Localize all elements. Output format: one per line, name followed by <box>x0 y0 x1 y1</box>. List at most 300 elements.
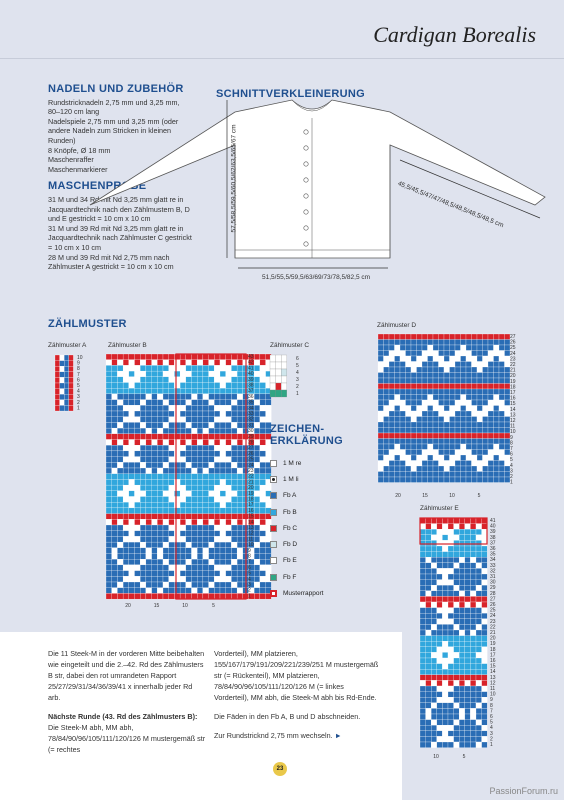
chart-b-cell <box>146 514 152 520</box>
chart-a-row-label: 5 <box>77 383 80 389</box>
chart-d-cell <box>483 466 489 472</box>
chart-b-cell <box>214 531 220 537</box>
chart-b-cell <box>152 411 158 417</box>
page-number: 23 <box>273 762 287 776</box>
chart-b-cell <box>260 422 266 428</box>
legend-heading-line2: ERKLÄRUNG <box>270 435 343 447</box>
chart-e-row-label: 29 <box>490 585 496 592</box>
chart-d-cell <box>417 389 423 395</box>
chart-d-cell <box>395 395 401 401</box>
chart-d-cell <box>461 406 467 412</box>
chart-b-cell <box>135 565 141 571</box>
chart-d-cell <box>488 389 494 395</box>
chart-d-cell <box>499 367 505 373</box>
chart-b-cell <box>214 485 220 491</box>
chart-b-cell <box>231 422 237 428</box>
chart-e-cell <box>482 563 488 569</box>
chart-b-cell <box>106 542 112 548</box>
chart-b-cell <box>174 479 180 485</box>
chart-b-cell <box>117 428 123 434</box>
chart-b-cell <box>135 354 141 360</box>
chart-b-cell <box>192 536 198 542</box>
chart-d-cell <box>395 356 401 362</box>
chart-b-cell <box>106 588 112 594</box>
chart-b-cell <box>254 445 260 451</box>
chart-b-cell <box>157 497 163 503</box>
chart-e-row-label: 24 <box>490 613 496 620</box>
chart-b-cell <box>140 383 146 389</box>
chart-b-cell <box>135 559 141 565</box>
chart-e-cell <box>448 552 454 558</box>
chart-d-cell <box>384 334 390 340</box>
chart-d-cell <box>477 433 483 439</box>
chart-e-cell <box>448 731 454 737</box>
chart-b-cell <box>117 508 123 514</box>
chart-d-cell <box>499 422 505 428</box>
chart-b-cell <box>231 588 237 594</box>
chart-b-cell <box>237 576 243 582</box>
chart-d-cell <box>428 406 434 412</box>
legend-label: Musterrapport <box>283 590 324 598</box>
chart-e-cell <box>426 720 432 726</box>
chart-b-cell <box>203 565 209 571</box>
chart-d-cell <box>389 411 395 417</box>
chart-b-cell <box>209 468 215 474</box>
chart-d-cell <box>417 378 423 384</box>
chart-d-cell <box>417 334 423 340</box>
chart-b-cell <box>231 388 237 394</box>
chart-d-cell <box>417 395 423 401</box>
chart-b-cell <box>237 445 243 451</box>
chart-b-cell <box>174 434 180 440</box>
chart-b-cell <box>254 457 260 463</box>
chart-b-cell <box>237 536 243 542</box>
chart-b-cell <box>260 531 266 537</box>
chart-b-cell <box>140 371 146 377</box>
chart-d-cell <box>406 406 412 412</box>
chart-d-cell <box>389 345 395 351</box>
chart-d-cell <box>494 367 500 373</box>
chart-b-cell <box>203 400 209 406</box>
chart-d-cell <box>450 406 456 412</box>
chart-d-cell <box>444 450 450 456</box>
chart-b-cell <box>163 405 169 411</box>
materials-line: Runden) <box>48 135 76 145</box>
chart-b-row-label: 23 <box>248 468 254 474</box>
chart-d-cell <box>400 400 406 406</box>
chart-d-row-label: 4 <box>510 462 513 469</box>
chart-d-cell <box>433 378 439 384</box>
chart-a-cell <box>55 405 60 411</box>
chart-b-cell <box>260 571 266 577</box>
chart-b-cell <box>169 411 175 417</box>
chart-d-cell <box>406 378 412 384</box>
chart-b-row-label: 15 <box>248 513 254 520</box>
chart-b-cell <box>237 394 243 400</box>
chart-d-cell <box>406 356 412 362</box>
chart-b-cell <box>237 468 243 474</box>
chart-d-cell <box>494 444 500 450</box>
chart-d-cell <box>400 433 406 439</box>
chart-b-cell <box>254 394 260 400</box>
chart-b-cell <box>112 354 118 360</box>
gauge-line: Jacquardtechnik nach den Zählmustern B, D <box>48 204 190 214</box>
chart-b-cell <box>112 457 118 463</box>
chart-e-cell <box>459 680 465 686</box>
chart-d-cell <box>483 378 489 384</box>
chart-a-row-label: 1 <box>77 405 80 412</box>
chart-c-row-label: 6 <box>296 356 299 362</box>
chart-e-cell <box>426 697 432 703</box>
chart-e-cell <box>426 585 432 591</box>
chart-b-cell <box>117 474 123 480</box>
chart-e-cell <box>437 692 443 698</box>
chart-a-cell <box>64 361 69 367</box>
chart-d-cell <box>406 395 412 401</box>
chart-b-cell <box>129 548 135 554</box>
chart-b-cell <box>169 388 175 394</box>
chart-b-cell <box>152 417 158 423</box>
chart-b-cell <box>203 371 209 377</box>
chart-e-cell <box>454 546 460 552</box>
chart-d-cell <box>417 373 423 379</box>
chart-d-cell <box>422 351 428 357</box>
chart-d-cell <box>384 395 390 401</box>
chart-d-cell <box>395 477 401 483</box>
chart-e-cell <box>448 613 454 619</box>
chart-d-cell <box>433 356 439 362</box>
chart-b-cell <box>140 571 146 577</box>
chart-d-cell <box>384 351 390 357</box>
chart-d-cell <box>417 406 423 412</box>
chart-d-cell <box>494 461 500 467</box>
chart-b-cell <box>254 400 260 406</box>
chart-e-cell <box>454 580 460 586</box>
chart-b-cell <box>254 462 260 468</box>
chart-b-cell <box>135 445 141 451</box>
chart-b-cell <box>203 554 209 560</box>
chart-b-cell <box>197 485 203 491</box>
chart-b-cell <box>231 508 237 514</box>
chart-b-cell <box>106 519 112 525</box>
chart-d-cell <box>411 433 417 439</box>
chart-e-cell <box>442 692 448 698</box>
chart-d-cell <box>400 455 406 461</box>
chart-b-cell <box>135 462 141 468</box>
chart-e-cell <box>437 602 443 608</box>
chart-d-cell <box>455 373 461 379</box>
chart-b-cell <box>203 531 209 537</box>
chart-e-row-label: 41 <box>490 518 496 524</box>
chart-b-cell <box>180 525 186 531</box>
chart-d-cell <box>433 422 439 428</box>
chart-e-cell <box>470 613 476 619</box>
chart-b-cell <box>226 508 232 514</box>
chart-b-cell <box>163 531 169 537</box>
chart-c-cell <box>270 362 276 369</box>
chart-b-cell <box>192 542 198 548</box>
chart-d-cell <box>444 477 450 483</box>
instruction-subheading: Nächste Runde (43. Rd des Zählmusters B): <box>48 712 198 721</box>
chart-e-cell <box>448 563 454 569</box>
chart-d-cell <box>439 439 445 445</box>
chart-b-cell <box>174 371 180 377</box>
chart-d-cell <box>466 444 472 450</box>
chart-b-cell <box>152 554 158 560</box>
chart-e-cell <box>465 636 471 642</box>
chart-e-cell <box>470 596 476 602</box>
chart-b-cell <box>254 360 260 366</box>
chart-e-cell <box>476 636 482 642</box>
chart-d-cell <box>400 351 406 357</box>
chart-b-cell <box>186 371 192 377</box>
chart-e-cell <box>420 568 426 574</box>
chart-e-cell <box>431 708 437 714</box>
chart-e-cell <box>482 518 488 524</box>
chart-b-cell <box>220 588 226 594</box>
chart-d-row-label: 1 <box>510 479 513 486</box>
chart-b-cell <box>192 571 198 577</box>
chart-b-row-label: 42 <box>248 359 254 366</box>
chart-b-cell <box>197 542 203 548</box>
chart-a-cell <box>60 377 65 383</box>
chart-b-cell <box>123 502 129 508</box>
chart-e-cell <box>470 731 476 737</box>
chart-d-cell <box>455 406 461 412</box>
chart-b-cell <box>117 411 123 417</box>
chart-d-cell <box>406 345 412 351</box>
chart-d-cell <box>384 433 390 439</box>
chart-a-cell <box>69 377 74 383</box>
chart-b-cell <box>197 479 203 485</box>
chart-d-cell <box>477 472 483 478</box>
chart-d-cell <box>395 455 401 461</box>
chart-b-cell <box>226 400 232 406</box>
chart-b-cell <box>186 434 192 440</box>
chart-b-cell <box>146 371 152 377</box>
chart-e-cell <box>431 664 437 670</box>
chart-b-cell <box>231 451 237 457</box>
chart-c-cell <box>270 355 276 362</box>
chart-d-cell <box>494 334 500 340</box>
chart-d-cell <box>378 477 384 483</box>
chart-e-cell <box>465 585 471 591</box>
chart-d-cell <box>422 428 428 434</box>
chart-b-cell <box>123 422 129 428</box>
chart-b-cell <box>146 485 152 491</box>
chart-b-cell <box>123 588 129 594</box>
chart-e-cell <box>442 540 448 546</box>
chart-e-cell <box>448 686 454 692</box>
chart-e-cell <box>442 697 448 703</box>
chart-b-cell <box>152 485 158 491</box>
chart-d-cell <box>472 422 478 428</box>
chart-e-cell <box>437 742 443 748</box>
chart-d-cell <box>477 422 483 428</box>
chart-d-row-label: 7 <box>510 446 513 452</box>
chart-b-cell <box>237 428 243 434</box>
chart-e-cell <box>470 563 476 569</box>
chart-d-cell <box>378 334 384 340</box>
chart-d-cell <box>483 395 489 401</box>
chart-b-cell <box>192 554 198 560</box>
chart-b-cell <box>123 519 129 525</box>
chart-d-row-label: 8 <box>510 440 513 447</box>
chart-b-cell <box>112 405 118 411</box>
chart-b-row-label: 7 <box>248 559 251 566</box>
chart-e-cell <box>437 675 443 681</box>
chart-d-cell <box>395 340 401 346</box>
chart-b-cell <box>169 462 175 468</box>
chart-e-row-label: 37 <box>490 540 496 547</box>
chart-e-row-label: 11 <box>490 686 496 692</box>
chart-b-cell <box>117 559 123 565</box>
chart-d-cell <box>499 450 505 456</box>
chart-b-cell <box>169 417 175 423</box>
gauge-line: 31 M und 34 Rd mit Nd 3,25 mm glatt re in <box>48 194 184 204</box>
chart-e-cell <box>431 524 437 530</box>
chart-a-cell <box>55 361 60 367</box>
chart-b-cell <box>237 502 243 508</box>
chart-b-cell <box>140 417 146 423</box>
chart-b-cell <box>112 588 118 594</box>
chart-d-cell <box>450 433 456 439</box>
chart-a-cell <box>60 361 65 367</box>
chart-b-cell <box>254 502 260 508</box>
chart-d-cell <box>499 389 505 395</box>
chart-d-cell <box>428 455 434 461</box>
chart-d-cell <box>428 351 434 357</box>
chart-b-cell <box>112 571 118 577</box>
chart-d-cell <box>455 472 461 478</box>
chart-b-cell <box>140 497 146 503</box>
chart-e-cell <box>476 529 482 535</box>
chart-b-cell <box>152 371 158 377</box>
chart-b-cell <box>169 542 175 548</box>
chart-b-cell <box>209 502 215 508</box>
chart-d-row-label: 15 <box>510 401 516 408</box>
chart-b-cell <box>152 571 158 577</box>
chart-b-cell <box>140 542 146 548</box>
chart-b-cell <box>209 497 215 503</box>
chart-a-row-label: 10 <box>77 355 83 361</box>
chart-e-cell <box>420 703 426 709</box>
chart-d-cell <box>488 356 494 362</box>
chart-d-cell <box>400 477 406 483</box>
chart-b-cell <box>140 428 146 434</box>
chart-d-cell <box>494 373 500 379</box>
chart-e-cell <box>482 697 488 703</box>
chart-b-cell <box>135 582 141 588</box>
chart-d-cell <box>450 395 456 401</box>
chart-e-cell <box>476 557 482 563</box>
chart-b-cell <box>152 468 158 474</box>
chart-b-cell <box>186 440 192 446</box>
chart-b-cell <box>152 405 158 411</box>
chart-e-cell <box>442 619 448 625</box>
chart-b-cell <box>117 377 123 383</box>
chart-e-cell <box>431 714 437 720</box>
chart-e-cell <box>442 652 448 658</box>
chart-b-cell <box>146 377 152 383</box>
chart-b-cell <box>197 502 203 508</box>
chart-d-cell <box>466 422 472 428</box>
chart-e-cell <box>470 720 476 726</box>
chart-d-row-label: 2 <box>510 474 513 480</box>
chart-b-cell <box>260 434 266 440</box>
chart-e-cell <box>454 692 460 698</box>
chart-b-row-label: 39 <box>248 376 254 383</box>
chart-b-cell <box>192 434 198 440</box>
chart-b-cell <box>260 388 266 394</box>
chart-d-cell <box>477 362 483 368</box>
chart-c-cell <box>276 390 282 397</box>
chart-e-cell <box>476 602 482 608</box>
chart-d-cell <box>488 334 494 340</box>
chart-e-cell <box>431 725 437 731</box>
chart-d-cell <box>395 362 401 368</box>
chart-e-cell <box>482 658 488 664</box>
chart-b-cell <box>237 377 243 383</box>
chart-e-cell <box>465 641 471 647</box>
chart-b-cell <box>260 360 266 366</box>
chart-b-cell <box>254 468 260 474</box>
chart-a-cell <box>55 377 60 383</box>
chart-b-cell <box>226 588 232 594</box>
chart-b-cell <box>226 519 232 525</box>
chart-e-cell <box>454 686 460 692</box>
chart-b-cell <box>226 451 232 457</box>
chart-b-cell <box>106 360 112 366</box>
chart-e-cell <box>431 563 437 569</box>
chart-b-cell <box>260 485 266 491</box>
chart-d-cell <box>477 389 483 395</box>
chart-b-cell <box>106 422 112 428</box>
chart-b-cell <box>106 497 112 503</box>
chart-e-cell <box>426 524 432 530</box>
chart-b-cell <box>106 514 112 520</box>
chart-e-cell <box>470 636 476 642</box>
chart-c-row-label: 1 <box>296 391 299 397</box>
chart-b-cell <box>214 548 220 554</box>
chart-e-row-label: 4 <box>490 725 493 732</box>
chart-b-cell <box>169 365 175 371</box>
chart-b-cell <box>152 588 158 594</box>
chart-b-cell <box>117 354 123 360</box>
chart-b-cell <box>112 394 118 400</box>
chart-d-cell <box>389 461 395 467</box>
chart-b-cell <box>209 451 215 457</box>
chart-d-cell <box>477 406 483 412</box>
chart-e-cell <box>431 602 437 608</box>
chart-b-cell <box>180 554 186 560</box>
chart-b-cell <box>231 582 237 588</box>
chart-d-row-label: 11 <box>510 423 516 430</box>
chart-d-cell <box>417 417 423 423</box>
chart-b-cell <box>129 554 135 560</box>
chart-b-cell <box>112 508 118 514</box>
chart-b-cell <box>254 508 260 514</box>
chart-b-cell <box>123 411 129 417</box>
chart-e-cell <box>454 697 460 703</box>
chart-b-cell <box>152 559 158 565</box>
legend-heading <box>270 423 343 447</box>
chart-d-cell <box>472 472 478 478</box>
chart-b-cell <box>203 354 209 360</box>
chart-e-cell <box>454 591 460 597</box>
chart-b-cell <box>123 542 129 548</box>
chart-b-cell <box>203 548 209 554</box>
